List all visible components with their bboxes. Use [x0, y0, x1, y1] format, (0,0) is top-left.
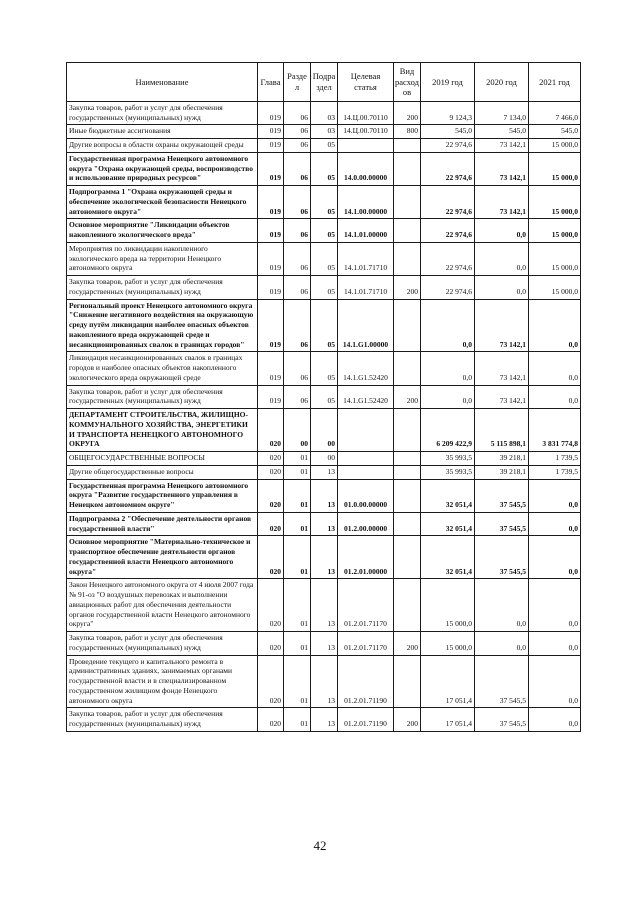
table-row	[67, 452, 581, 466]
glava-cell: 020	[258, 452, 284, 466]
table-row	[67, 632, 581, 656]
podrazdel-cell: 13	[311, 479, 338, 512]
table-row	[67, 385, 581, 409]
column-header: Целевая статья	[338, 63, 394, 102]
razdel-cell: 06	[284, 152, 311, 185]
year-2021-cell: 0,0	[529, 512, 581, 536]
year-2019-cell: 32 051,4	[421, 512, 475, 536]
glava-cell: 019	[258, 101, 284, 125]
year-2020-cell: 39 218,1	[475, 465, 529, 479]
razdel-cell: 00	[284, 409, 311, 452]
razdel-cell: 01	[284, 708, 311, 732]
year-2020-cell: 39 218,1	[475, 452, 529, 466]
razdel-cell: 06	[284, 139, 311, 153]
year-2021-cell: 0,0	[529, 299, 581, 352]
table-row	[67, 708, 581, 732]
year-2021-cell: 0,0	[529, 385, 581, 409]
target-article-cell: 14.Ц.00.70110	[338, 101, 394, 125]
razdel-cell: 06	[284, 101, 311, 125]
name-cell: Закон Ненецкого автономного округа от 4 июля 2007 года № 91-оз "О воздушных перевозках и выполнении авиационных работ для обеспечения деятельности органов государственной власти Ненецкого автономного округа"	[67, 579, 258, 632]
razdel-cell: 06	[284, 125, 311, 139]
expense-type-cell: 200	[394, 101, 421, 125]
podrazdel-cell: 05	[311, 186, 338, 219]
year-2020-cell: 73 142,1	[475, 139, 529, 153]
year-2019-cell: 22 974,6	[421, 219, 475, 243]
name-cell: Закупка товаров, работ и услуг для обеспечения государственных (муниципальных) нужд	[67, 101, 258, 125]
glava-cell: 019	[258, 186, 284, 219]
expense-type-cell	[394, 579, 421, 632]
glava-cell: 020	[258, 536, 284, 579]
expense-type-cell: 200	[394, 708, 421, 732]
year-2020-cell: 37 545,5	[475, 536, 529, 579]
name-cell: Проведение текущего и капитального ремонта в административных зданиях, занимаемых органами государственной власти и в специализированном государственном жилищном фонде Ненецкого автономного округа	[67, 655, 258, 708]
name-cell: Закупка товаров, работ и услуг для обеспечения государственных (муниципальных) нужд	[67, 276, 258, 300]
year-2021-cell: 1 739,5	[529, 465, 581, 479]
podrazdel-cell: 00	[311, 452, 338, 466]
year-2020-cell: 5 115 898,1	[475, 409, 529, 452]
target-article-cell: 14.0.00.00000	[338, 152, 394, 185]
target-article-cell: 01.2.01.71170	[338, 632, 394, 656]
podrazdel-cell: 13	[311, 632, 338, 656]
podrazdel-cell: 05	[311, 219, 338, 243]
year-2020-cell: 73 142,1	[475, 186, 529, 219]
expense-type-cell: 200	[394, 385, 421, 409]
expense-type-cell: 200	[394, 276, 421, 300]
expense-type-cell	[394, 452, 421, 466]
year-2019-cell: 22 974,6	[421, 139, 475, 153]
year-2019-cell: 0,0	[421, 352, 475, 385]
column-header: 2020 год	[475, 63, 529, 102]
year-2020-cell: 0,0	[475, 242, 529, 275]
table-row	[67, 579, 581, 632]
target-article-cell: 14.1.G1.52420	[338, 385, 394, 409]
column-header: Раздел	[284, 63, 311, 102]
year-2020-cell: 545,0	[475, 125, 529, 139]
year-2021-cell: 0,0	[529, 655, 581, 708]
year-2021-cell: 0,0	[529, 536, 581, 579]
glava-cell: 020	[258, 512, 284, 536]
podrazdel-cell: 05	[311, 352, 338, 385]
table-row	[67, 512, 581, 536]
podrazdel-cell: 13	[311, 512, 338, 536]
glava-cell: 019	[258, 385, 284, 409]
table-row	[67, 276, 581, 300]
table-row	[67, 465, 581, 479]
expense-type-cell	[394, 152, 421, 185]
target-article-cell: 01.2.01.00000	[338, 536, 394, 579]
razdel-cell: 01	[284, 479, 311, 512]
column-header: Глава	[258, 63, 284, 102]
razdel-cell: 01	[284, 632, 311, 656]
razdel-cell: 01	[284, 655, 311, 708]
table-row	[67, 536, 581, 579]
glava-cell: 019	[258, 299, 284, 352]
year-2019-cell: 32 051,4	[421, 479, 475, 512]
name-cell: Другие вопросы в области охраны окружающей среды	[67, 139, 258, 153]
glava-cell: 019	[258, 125, 284, 139]
glava-cell: 020	[258, 655, 284, 708]
expense-type-cell	[394, 512, 421, 536]
razdel-cell: 01	[284, 536, 311, 579]
year-2021-cell: 0,0	[529, 352, 581, 385]
podrazdel-cell: 05	[311, 385, 338, 409]
razdel-cell: 06	[284, 219, 311, 243]
podrazdel-cell: 00	[311, 409, 338, 452]
year-2020-cell: 37 545,5	[475, 512, 529, 536]
expense-type-cell	[394, 186, 421, 219]
table-row	[67, 479, 581, 512]
year-2020-cell: 73 142,1	[475, 352, 529, 385]
budget-table	[66, 62, 581, 732]
column-header: Наименование	[67, 63, 258, 102]
glava-cell: 019	[258, 352, 284, 385]
target-article-cell: 14.1.01.00000	[338, 219, 394, 243]
target-article-cell	[338, 452, 394, 466]
year-2021-cell: 15 000,0	[529, 139, 581, 153]
podrazdel-cell: 03	[311, 125, 338, 139]
expense-type-cell	[394, 242, 421, 275]
target-article-cell	[338, 409, 394, 452]
name-cell: Другие общегосударственные вопросы	[67, 465, 258, 479]
year-2021-cell: 0,0	[529, 479, 581, 512]
razdel-cell: 06	[284, 276, 311, 300]
year-2020-cell: 37 545,5	[475, 479, 529, 512]
year-2021-cell: 15 000,0	[529, 242, 581, 275]
column-header: Подраздел	[311, 63, 338, 102]
year-2021-cell: 15 000,0	[529, 152, 581, 185]
year-2021-cell: 0,0	[529, 708, 581, 732]
year-2021-cell: 545,0	[529, 125, 581, 139]
year-2019-cell: 17 051,4	[421, 708, 475, 732]
table-row	[67, 125, 581, 139]
target-article-cell: 14.Ц.00.70110	[338, 125, 394, 139]
target-article-cell: 01.0.00.00000	[338, 479, 394, 512]
expense-type-cell: 200	[394, 632, 421, 656]
target-article-cell: 14.1.G1.52420	[338, 352, 394, 385]
target-article-cell	[338, 465, 394, 479]
expense-type-cell	[394, 139, 421, 153]
table-row	[67, 219, 581, 243]
target-article-cell: 14.1.G1.00000	[338, 299, 394, 352]
name-cell: Подпрограмма 1 "Охрана окружающей среды и обеспечение экологической безопасности Ненецкого автономного округа"	[67, 186, 258, 219]
column-header: Вид расходов	[394, 63, 421, 102]
name-cell: ОБЩЕГОСУДАРСТВЕННЫЕ ВОПРОСЫ	[67, 452, 258, 466]
year-2020-cell: 73 142,1	[475, 299, 529, 352]
glava-cell: 019	[258, 242, 284, 275]
podrazdel-cell: 05	[311, 276, 338, 300]
podrazdel-cell: 05	[311, 139, 338, 153]
year-2019-cell: 15 000,0	[421, 632, 475, 656]
name-cell: Государственная программа Ненецкого автономного округа "Развитие государственного управления в Ненецком автономном округе"	[67, 479, 258, 512]
podrazdel-cell: 13	[311, 655, 338, 708]
year-2019-cell: 22 974,6	[421, 242, 475, 275]
razdel-cell: 01	[284, 465, 311, 479]
razdel-cell: 06	[284, 299, 311, 352]
year-2020-cell: 0,0	[475, 579, 529, 632]
year-2021-cell: 15 000,0	[529, 219, 581, 243]
year-2020-cell: 0,0	[475, 219, 529, 243]
year-2021-cell: 15 000,0	[529, 186, 581, 219]
target-article-cell: 14.1.00.00000	[338, 186, 394, 219]
expense-type-cell	[394, 219, 421, 243]
table-row	[67, 352, 581, 385]
year-2020-cell: 73 142,1	[475, 152, 529, 185]
expense-type-cell: 800	[394, 125, 421, 139]
year-2019-cell: 22 974,6	[421, 276, 475, 300]
glava-cell: 020	[258, 479, 284, 512]
name-cell: Закупка товаров, работ и услуг для обеспечения государственных (муниципальных) нужд	[67, 708, 258, 732]
glava-cell: 019	[258, 276, 284, 300]
year-2019-cell: 545,0	[421, 125, 475, 139]
year-2019-cell: 15 000,0	[421, 579, 475, 632]
table-row	[67, 139, 581, 153]
glava-cell: 020	[258, 579, 284, 632]
year-2020-cell: 73 142,1	[475, 385, 529, 409]
target-article-cell: 01.2.01.71190	[338, 708, 394, 732]
name-cell: ДЕПАРТАМЕНТ СТРОИТЕЛЬСТВА, ЖИЛИЩНО-КОММУНАЛЬНОГО ХОЗЯЙСТВА, ЭНЕРГЕТИКИ И ТРАНСПОРТА НЕНЕЦКОГО АВТОНОМНОГО ОКРУГА	[67, 409, 258, 452]
year-2020-cell: 37 545,5	[475, 708, 529, 732]
year-2021-cell: 0,0	[529, 632, 581, 656]
table-body	[67, 101, 581, 731]
name-cell: Подпрограмма 2 "Обеспечение деятельности органов государственной власти"	[67, 512, 258, 536]
podrazdel-cell: 05	[311, 242, 338, 275]
razdel-cell: 01	[284, 512, 311, 536]
year-2019-cell: 22 974,6	[421, 186, 475, 219]
year-2021-cell: 15 000,0	[529, 276, 581, 300]
name-cell: Закупка товаров, работ и услуг для обеспечения государственных (муниципальных) нужд	[67, 385, 258, 409]
year-2019-cell: 9 124,3	[421, 101, 475, 125]
glava-cell: 020	[258, 632, 284, 656]
glava-cell: 020	[258, 708, 284, 732]
table-row	[67, 655, 581, 708]
name-cell: Мероприятия по ликвидации накопленного экологического вреда на территории Ненецкого автономного округа	[67, 242, 258, 275]
podrazdel-cell: 13	[311, 465, 338, 479]
name-cell: Ликвидация несанкционированных свалок в границах городов и наиболее опасных объектов накопленного экологического вреда окружающей среде	[67, 352, 258, 385]
year-2019-cell: 0,0	[421, 299, 475, 352]
razdel-cell: 06	[284, 242, 311, 275]
year-2020-cell: 7 134,0	[475, 101, 529, 125]
razdel-cell: 06	[284, 186, 311, 219]
year-2019-cell: 0,0	[421, 385, 475, 409]
target-article-cell: 01.2.01.71190	[338, 655, 394, 708]
podrazdel-cell: 13	[311, 536, 338, 579]
year-2021-cell: 3 831 774,8	[529, 409, 581, 452]
name-cell: Основное мероприятие "Ликвидации объектов накопленного экологического вреда"	[67, 219, 258, 243]
year-2020-cell: 0,0	[475, 632, 529, 656]
razdel-cell: 06	[284, 385, 311, 409]
table-row	[67, 101, 581, 125]
podrazdel-cell: 05	[311, 299, 338, 352]
target-article-cell: 01.2.01.71170	[338, 579, 394, 632]
expense-type-cell	[394, 536, 421, 579]
year-2019-cell: 35 993,5	[421, 452, 475, 466]
glava-cell: 019	[258, 152, 284, 185]
year-2019-cell: 17 051,4	[421, 655, 475, 708]
table-row	[67, 186, 581, 219]
table-row	[67, 152, 581, 185]
expense-type-cell	[394, 352, 421, 385]
glava-cell: 020	[258, 465, 284, 479]
glava-cell: 019	[258, 219, 284, 243]
year-2019-cell: 32 051,4	[421, 536, 475, 579]
glava-cell: 020	[258, 409, 284, 452]
table-header-row	[67, 63, 581, 102]
target-article-cell	[338, 139, 394, 153]
table-row	[67, 409, 581, 452]
name-cell: Иные бюджетные ассигнования	[67, 125, 258, 139]
table-row	[67, 242, 581, 275]
page-number: 42	[313, 838, 327, 853]
year-2021-cell: 1 739,5	[529, 452, 581, 466]
name-cell: Региональный проект Ненецкого автономного округа "Снижение негативного воздействия на окружающую среду путём ликвидации наиболее опасных объектов накопленного вреда окружающей среде и несанкционированных свалок в границах городов"	[67, 299, 258, 352]
name-cell: Закупка товаров, работ и услуг для обеспечения государственных (муниципальных) нужд	[67, 632, 258, 656]
razdel-cell: 01	[284, 579, 311, 632]
target-article-cell: 01.2.00.00000	[338, 512, 394, 536]
razdel-cell: 06	[284, 352, 311, 385]
year-2021-cell: 0,0	[529, 579, 581, 632]
expense-type-cell	[394, 299, 421, 352]
expense-type-cell	[394, 479, 421, 512]
expense-type-cell	[394, 655, 421, 708]
year-2019-cell: 22 974,6	[421, 152, 475, 185]
name-cell: Основное мероприятие "Материально-техническое и транспортное обеспечение деятельности органов государственной власти Ненецкого автономного округа"	[67, 536, 258, 579]
column-header: 2019 год	[421, 63, 475, 102]
podrazdel-cell: 05	[311, 152, 338, 185]
target-article-cell: 14.1.01.71710	[338, 276, 394, 300]
column-header: 2021 год	[529, 63, 581, 102]
podrazdel-cell: 13	[311, 579, 338, 632]
expense-type-cell	[394, 409, 421, 452]
expense-type-cell	[394, 465, 421, 479]
name-cell: Государственная программа Ненецкого автономного округа "Охрана окружающей среды, воспроизводство и использование природных ресурсов"	[67, 152, 258, 185]
razdel-cell: 01	[284, 452, 311, 466]
podrazdel-cell: 13	[311, 708, 338, 732]
target-article-cell: 14.1.01.71710	[338, 242, 394, 275]
glava-cell: 019	[258, 139, 284, 153]
table-row	[67, 299, 581, 352]
podrazdel-cell: 03	[311, 101, 338, 125]
year-2020-cell: 37 545,5	[475, 655, 529, 708]
year-2020-cell: 0,0	[475, 276, 529, 300]
year-2019-cell: 6 209 422,9	[421, 409, 475, 452]
year-2021-cell: 7 466,0	[529, 101, 581, 125]
year-2019-cell: 35 993,5	[421, 465, 475, 479]
